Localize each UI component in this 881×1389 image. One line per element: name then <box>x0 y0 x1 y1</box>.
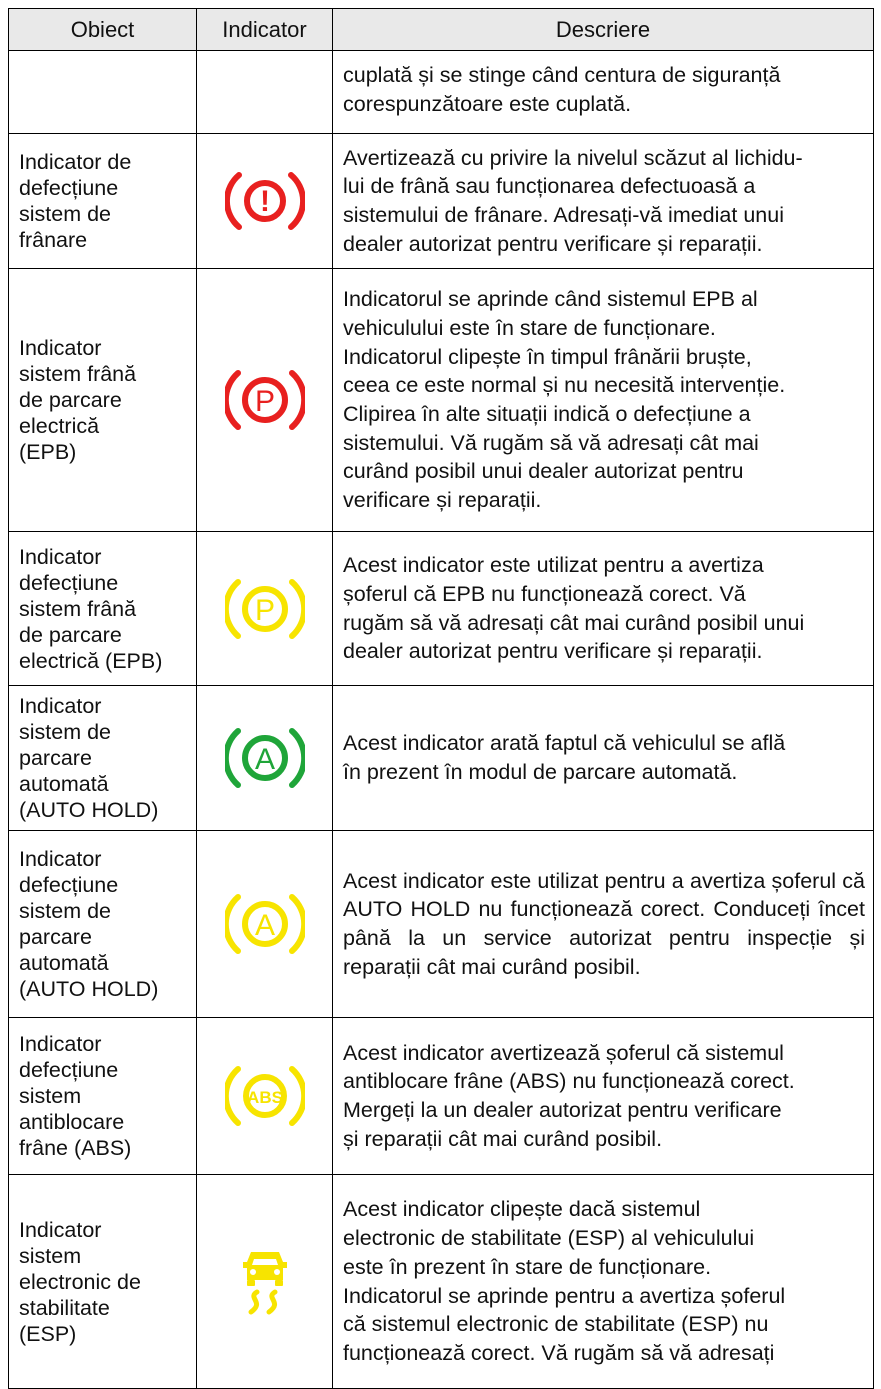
table-row <box>9 1175 874 1389</box>
table-row <box>9 269 874 532</box>
indicator-cell <box>197 1175 333 1389</box>
header-object: Obiect <box>9 9 197 51</box>
header-row <box>9 9 874 51</box>
description-cell: Acest indicator avertizează șoferul că sistemul antiblocare frâne (ABS) nu funcționează corect. Mergeți la un dealer autorizat pentru verificare și reparații cât mai curând posibil. <box>333 1018 874 1175</box>
description-cell: Acest indicator arată faptul că vehiculul se află în prezent în modul de parcare automată. <box>333 686 874 831</box>
brake-warning-icon <box>225 169 305 233</box>
table-row <box>9 831 874 1018</box>
auto-hold-fault-icon <box>225 892 305 956</box>
description-cell: Acest indicator clipește dacă sistemul electronic de stabilitate (ESP) al vehiculului este în prezent în stare de funcționare. Indicatorul se aprinde pentru a avertiza șoferul că sistemul electronic de stabilitate (ESP) nu funcționează corect. Vă rugăm să vă adresați <box>333 1175 874 1389</box>
table-row <box>9 532 874 686</box>
svg-text:A: A <box>254 909 275 942</box>
description-cell: cuplată și se stinge când centura de siguranță corespunzătoare este cuplată. <box>333 51 874 134</box>
parking-brake-icon <box>225 368 305 432</box>
description-cell: Avertizează cu privire la nivelul scăzut al lichidu- lui de frână sau funcționarea defectuoasă a sistemului de frânare. Adresați-vă imediat unui dealer autorizat pentru verificare și reparații. <box>333 134 874 269</box>
object-cell: Indicator sistem frână de parcare electrică (EPB) <box>9 269 197 532</box>
indicator-table <box>8 8 874 1389</box>
svg-text:P: P <box>254 593 275 627</box>
epb-fault-icon <box>225 577 305 641</box>
object-cell <box>9 51 197 134</box>
description-cell: Indicatorul se aprinde când sistemul EPB al vehiculului este în stare de funcționare. Indicatorul clipește în timpul frânării bruște, ceea ce este normal și nu necesită intervenție. Clipirea în alte situații indică o defecțiune a sistemului. Vă rugăm să vă adresați cât mai curând posibil unui dealer autorizat pentru verificare și reparații. <box>333 269 874 532</box>
object-cell: Indicator defecțiune sistem de parcare automată (AUTO HOLD) <box>9 831 197 1018</box>
table-row <box>9 51 874 134</box>
table-row <box>9 1018 874 1175</box>
header-description: Descriere <box>333 9 874 51</box>
header-indicator: Indicator <box>197 9 333 51</box>
description-cell: Acest indicator este utilizat pentru a avertiza șoferul că EPB nu funcționează corect. Vă rugăm să vă adresați cât mai curând posibil unui dealer autorizat pentru verificare și reparații. <box>333 532 874 686</box>
indicator-cell <box>197 686 333 831</box>
table-row <box>9 686 874 831</box>
object-cell: Indicator de defecțiune sistem de frânare <box>9 134 197 269</box>
esp-skid-icon <box>235 1246 295 1318</box>
svg-text:ABS: ABS <box>246 1088 283 1107</box>
object-cell: Indicator defecțiune sistem frână de parcare electrică (EPB) <box>9 532 197 686</box>
indicator-cell <box>197 831 333 1018</box>
indicator-cell <box>197 134 333 269</box>
object-cell: Indicator sistem de parcare automată (AUTO HOLD) <box>9 686 197 831</box>
object-cell: Indicator defecțiune sistem antiblocare frâne (ABS) <box>9 1018 197 1175</box>
indicator-cell <box>197 269 333 532</box>
auto-hold-icon <box>225 726 305 790</box>
object-cell: Indicator sistem electronic de stabilitate (ESP) <box>9 1175 197 1389</box>
table-row <box>9 134 874 269</box>
svg-text:!: ! <box>259 185 270 218</box>
indicator-cell <box>197 1018 333 1175</box>
indicator-cell <box>197 51 333 134</box>
svg-text:A: A <box>254 743 275 776</box>
description-cell: Acest indicator este utilizat pentru a avertiza șoferul că AUTO HOLD nu funcționează corect. Conduceți încet până la un service autorizat pentru inspecție și reparații cât mai curând posibil. <box>333 831 874 1018</box>
indicator-cell <box>197 532 333 686</box>
svg-text:P: P <box>254 385 275 418</box>
abs-icon <box>225 1064 305 1128</box>
